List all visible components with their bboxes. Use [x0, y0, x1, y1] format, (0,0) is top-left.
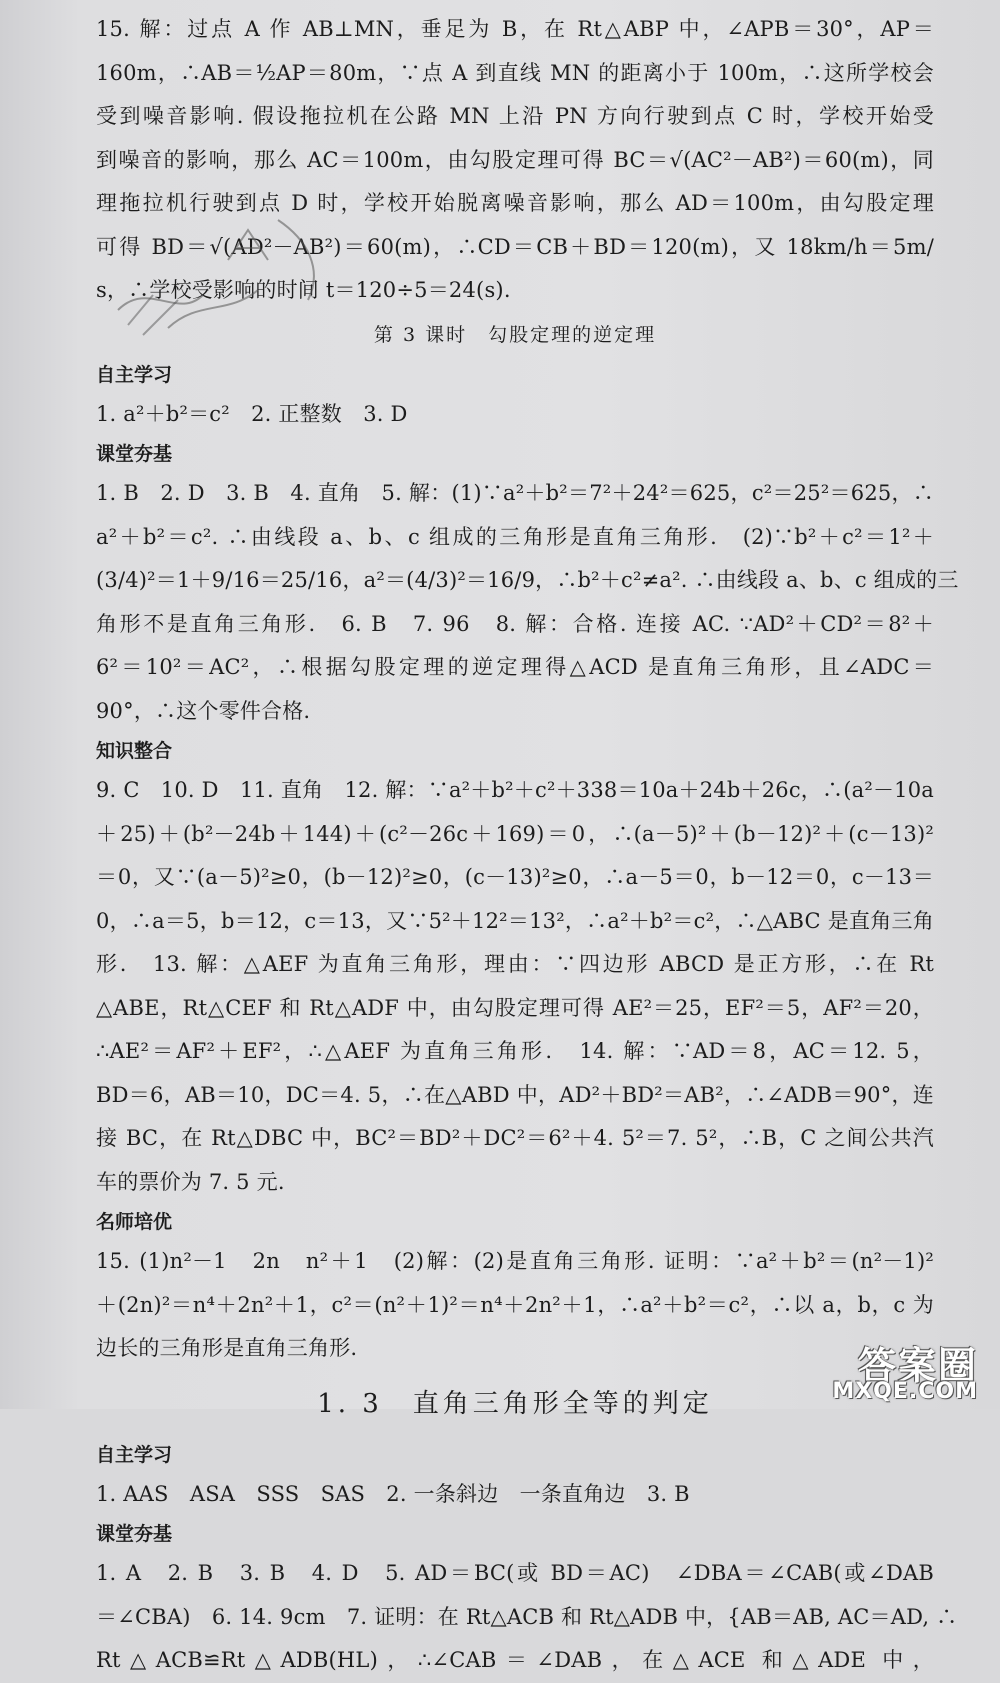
text-line: (3/4)²＝1＋9/16＝25/16，a²＝(4/3)²＝16/9，∴b²＋c²≠a². ∴由线段 a、b、c 组成的三: [96, 568, 959, 592]
text-line: 160m，∴AB＝½AP＝80m，∵点 A 到直线 MN 的距离小于 100m，∴这所学校会: [96, 60, 934, 85]
watermark-url: MXQE.COM: [832, 1379, 978, 1404]
text-line: Rt△ACB≌Rt△ADB(HL)，∴∠CAB＝∠DAB，在△ACE 和△ADE 中，: [96, 1648, 934, 1672]
answer-text: [96, 8, 959, 1683]
text-line: 1. a²＋b²＝c² 2. 正整数 3. D: [96, 401, 408, 426]
section-heading: 名师培优: [96, 1211, 173, 1233]
text-line: 90°，∴这个零件合格.: [96, 698, 311, 723]
text-line: ＋(2n)²＝n⁴＋2n²＋1，c²＝(n²＋1)²＝n⁴＋2n²＋1，∴a²＋b²＝c²，∴以 a，b，c 为: [96, 1292, 934, 1317]
text-line: s，∴学校受影响的时间 t＝120÷5＝24(s).: [96, 278, 511, 302]
text-line: 理拖拉机行驶到点 D 时，学校开始脱离噪音影响，那么 AD＝100m，由勾股定理: [96, 191, 934, 215]
section-heading: 自主学习: [96, 1443, 173, 1466]
text-line: 车的票价为 7. 5 元.: [96, 1169, 285, 1194]
text-line: 1. B 2. D 3. B 4. 直角 5. 解：(1)∵a²＋b²＝7²＋24²＝625，c²＝25²＝625，∴: [96, 481, 934, 505]
text-line: 0，∴a＝5，b＝12，c＝13，又∵5²＋12²＝13²，∴a²＋b²＝c²，∴△ABC 是直角三角: [96, 908, 934, 933]
section-heading: 课堂夯基: [96, 1523, 173, 1545]
text-line: 1. A 2. B 3. B 4. D 5. AD＝BC(或 BD＝AC) ∠DBA＝∠CAB(或∠DAB: [96, 1561, 934, 1585]
text-line: 接 BC，在 Rt△DBC 中，BC²＝BD²＋DC²＝6²＋4. 5²＝7. 5²，∴B，C 之间公共汽: [96, 1126, 934, 1150]
text-line: ＝0，又∵(a－5)²≥0，(b－12)²≥0，(c－13)²≥0，∴a－5＝0，b－12＝0，c－13＝: [96, 865, 934, 889]
section-title: 1. 3 直角三角形全等的判定: [317, 1388, 713, 1419]
text-line: 到噪音的影响，那么 AC＝100m，由勾股定理可得 BC＝√(AC²－AB²)＝60(m)，同: [96, 147, 934, 172]
section-heading: 课堂夯基: [96, 443, 173, 465]
text-line: 1. AAS ASA SSS SAS 2. 一条斜边 一条直角边 3. B: [96, 1481, 690, 1506]
text-line: 形. 13. 解：△AEF 为直角三角形，理由：∵四边形 ABCD 是正方形，∴在 Rt: [96, 952, 934, 976]
text-line: 9. C 10. D 11. 直角 12. 解：∵a²＋b²＋c²＋338＝10a＋24b＋26c，∴(a²－10a: [96, 778, 934, 802]
text-line: 6²＝10²＝AC²，∴根据勾股定理的逆定理得△ACD 是直角三角形，且∠ADC＝: [96, 655, 934, 679]
text-line: 可得 BD＝√(AD²－AB²)＝60(m)，∴CD＝CB＋BD＝120(m)，又 18km/h＝5m/: [96, 234, 934, 259]
text-line: a²＋b²＝c². ∴由线段 a、b、c 组成的三角形是直角三角形. (2)∵b²＋c²＝1²＋: [96, 524, 934, 549]
text-line: ∴AE²＝AF²＋EF²，∴△AEF 为直角三角形. 14. 解：∵AD＝8，AC＝12. 5，: [96, 1039, 934, 1063]
text-line: ＋25)＋(b²－24b＋144)＋(c²－26c＋169)＝0，∴(a－5)²＋(b－12)²＋(c－13)²: [96, 821, 934, 846]
lesson-title: 第 3 课时 勾股定理的逆定理: [373, 323, 657, 346]
text-line: 角形不是直角三角形. 6. B 7. 96 8. 解：合格. 连接 AC. ∵AD²＋CD²＝8²＋: [96, 611, 934, 636]
text-line: △ABE，Rt△CEF 和 Rt△ADF 中，由勾股定理可得 AE²＝25，EF²＝5，AF²＝20，: [96, 995, 934, 1020]
section-heading: 知识整合: [96, 740, 173, 762]
text-line: ＝∠CBA) 6. 14. 9cm 7. 证明：在 Rt△ACB 和 Rt△ADB 中，{AB＝AB, AC＝AD, ∴: [96, 1604, 958, 1629]
text-line: 15. (1)n²－1 2n n²＋1 (2)解：(2)是直角三角形. 证明：∵a²＋b²＝(n²－1)²: [96, 1249, 934, 1273]
text-line: BD＝6，AB＝10，DC＝4. 5，∴在△ABD 中，AD²＋BD²＝AB²，∴∠ADB＝90°，连: [96, 1082, 934, 1107]
text-line: 15. 解：过点 A 作 AB⊥MN，垂足为 B，在 Rt△ABP 中，∠APB＝30°，AP＝: [96, 17, 934, 41]
text-line: 受到噪音影响. 假设拖拉机在公路 MN 上沿 PN 方向行驶到点 C 时，学校开始受: [96, 104, 934, 128]
text-line: 边长的三角形是直角三角形.: [96, 1336, 358, 1360]
section-heading: 自主学习: [96, 363, 173, 386]
watermark-logo: [776, 1331, 996, 1407]
watermark-title: 答案圈: [857, 1344, 978, 1388]
